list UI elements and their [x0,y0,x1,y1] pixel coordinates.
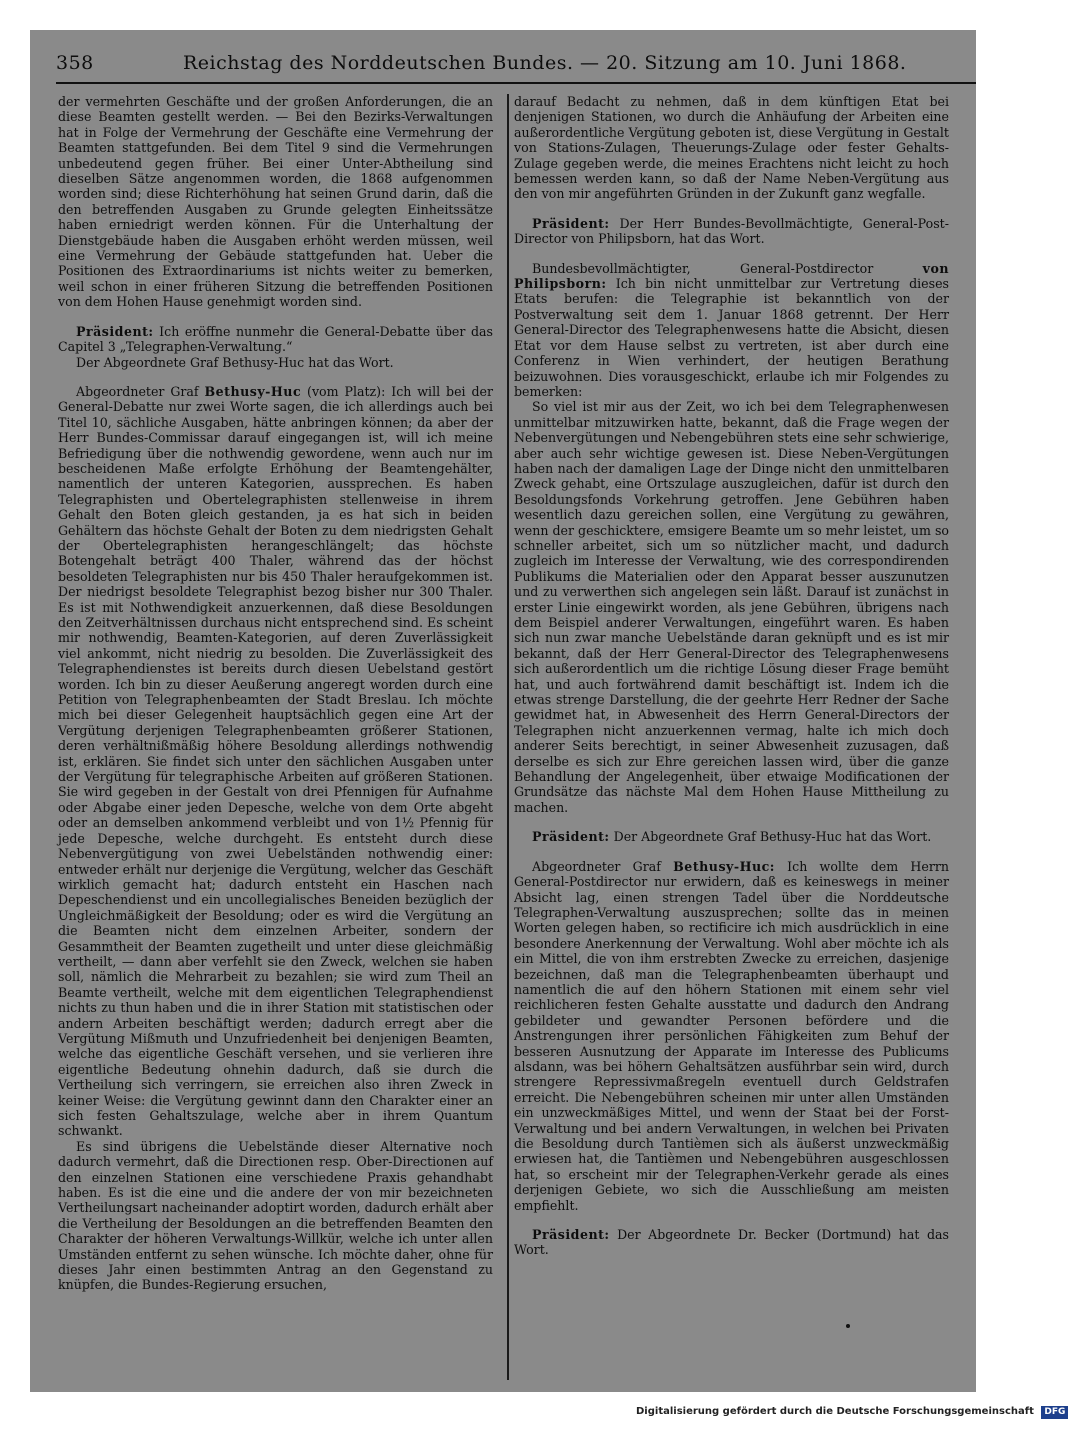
speech-text: Ich eröffne nunmehr die General-Debatte über das Capitel 3 „Telegraphen-Verwaltung.“ [58,323,493,355]
speaker-role: Abgeordneter Graf [76,383,205,399]
right-column [514,94,949,1384]
paragraph: darauf Bedacht zu nehmen, daß in dem künftigen Etat bei denjenigen Stationen, wo durch die Anhäufung der Arbeiten eine außerordentliche Vergütung geboten ist, diese Vergütung in Gestalt von Stations-Zulagen, Theuerungs-Zulage oder fester Gehalts-Zulage gegeben werde, die meines Erachtens nicht leicht zu hoch bemessen werden kann, so daß der Name Neben-Vergütung aus den von mir angeführten Gründen in der Zukunft ganz wegfalle. [514,94,949,202]
speech-text: Der Abgeordnete Graf Bethusy-Huc hat das Wort. [609,829,932,845]
paragraph [58,384,493,1139]
paragraph: So viel ist mir aus der Zeit, wo ich bei dem Telegraphenwesen unmittelbar mitzuwirken hatte, bekannt, daß die Frage wegen der Nebenvergütungen und Nebengebühren stets eine sehr schwierige, aber auch sehr wichtige gewesen ist. Diese Neben-Vergütungen haben nach der damaligen Lage der Dinge nicht den unmittelbaren Zweck gehabt, eine Ortszulage auszugleichen, dafür ist durch den Besoldungsfonds Vorkehrung getroffen. Jene Gebühren haben wesentlich dazu gereichen sollen, eine Vergütung zu gewähren, wenn der geschicktere, emsigere Beamte um so mehr leistet, um so schneller arbeitet, sich um so nützlicher macht, und dadurch zugleich im Interesse der Verwaltung, wie des correspondirenden Publikums die Materialien oder den Apparat besser auszunutzen und zu verwerthen sich angelegen sein läßt. Darauf ist zunächst in erster Linie eingewirkt worden, als jene Gebühren, übrigens nach dem Beispiel anderer Verwaltungen, eingeführt waren. Es haben sich nun zwar manche Uebelstände daran geknüpft und es ist mir bekannt, daß der Herr General-Director des Telegraphenwesens sich außerordentlich um die richtige Lösung dieser Frage bemüht hat, und auch fortwährend damit beschäftigt ist. Indem ich die etwas strenge Darstellung, die der geehrte Herr Redner der Sache gewidmet hat, in Abwesenheit des Herrn General-Directors der Telegraphen nicht anzuerkennen vermag, halte ich mich doch anderer Seits berechtigt, in seiner Abwesenheit zuzusagen, daß derselbe es sich zur Ehre gereichen lassen wird, über die ganze Behandlung der Angelegenheit, über etwaige Modificationen der Grundsätze das nächste Mal dem Hohen Hause Mittheilung zu machen. [514,399,949,815]
speech-text: (vom Platz): Ich will bei der General-Debatte nur zwei Worte sagen, die ich allerdings auch bei Titel 10, sächliche Ausgaben, hätte anbringen können; da aber der Herr Bundes-Commissar darauf eingegangen ist, will ich meine Befriedigung über die nothwendig gewordene, wenn auch nur im bescheidenen Maße erfolgte Erhöhung der Beamtengehälter, namentlich der unteren Kategorien, aussprechen. Es haben Telegraphisten und Obertelegraphisten stellenweise in ihrem Gehalt den Boten gleich gestanden, ja es hat sich in beiden Gehältern das höchste Gehalt der Boten zu dem niedrigsten Gehalt der Obertelegraphisten herangeschlängelt; das höchste Botengehalt beträgt 400 Thaler, während das der höchst besoldeten Telegraphisten nur bis 450 Thaler heraufgekommen ist. Der niedrigst besoldete Telegraphist bezog bisher nur 300 Thaler. Es ist mit Nothwendigkeit anzuerkennen, daß diese Besoldungen den Zeitverhältnissen durchaus nicht entsprechend sind. Es scheint mir nothwendig, Beamten-Kategorien, auf deren Zuverlässigkeit viel ankommt, nicht niedrig zu besolden. Die Zuverlässigkeit des Telegraphendienstes ist bereits durch diesen Uebelstand gestört worden. Ich bin zu dieser Aeußerung angeregt worden durch eine Petition von Telegraphenbeamten der Stadt Breslau. Ich möchte mich bei dieser Gelegenheit hauptsächlich gegen eine Art der Vergütung derjenigen Telegraphenbeamten größerer Stationen, deren verhältnißmäßig höhere Besoldung allerdings nothwendig ist, erklären. Sie findet sich unter den sächlichen Ausgaben unter der Vergütung für telegraphische Arbeiten auf größeren Stationen. Sie wird gegeben in der Gestalt von drei Pfennigen für Aufnahme oder Abgabe einer jeden Depesche, welche von dem Orte abgeht oder an demselben ankommend verbleibt und von 1½ Pfennig für jede Depesche, welche durchgeht. Es entsteht durch diese Nebenvergütigung von zwei Uebelständen nothwendig einer: entweder erhält nur derjenige die Vergütung, welcher das Geschäft wirklich gemacht hat; dadurch entsteht ein Haschen nach Depeschendienst und ein uncollegialisches Beneiden bezüglich der Ungleichmäßigkeit der Besoldung; oder es wird die Vergütung an die Beamten nicht dem einzelnen Arbeiter, sondern der Gesammtheit der Beamten zugetheilt und unter diese gleichmäßig vertheilt, — dann aber verfehlt sie den Zweck, welchen sie haben soll, nämlich die Mehrarbeit zu bezahlen; sie wird zum Theil an Beamte vertheilt, welche mit dem eigentlichen Telegraphendienst nichts zu thun haben und die in ihrer Station mit statistischen oder andern Arbeiten beschäftigt werden; dadurch erregt aber die Vergütung Mißmuth und Unzufriedenheit bei denjenigen Beamten, welche das eigentliche Geschäft versehen, und sie verlieren ihre eigentliche Bedeutung ohnehin dadurch, daß sie durch die Vertheilung sich verringern, sie erreichen also ihren Zweck in keiner Weise: die Vergütung gewinnt dann den Charakter einer an sich festen Gehaltszulage, welche aber in ihrem Quantum schwankt. [58,383,493,1139]
paragraph [514,859,949,1213]
speaker-name: Präsident: [532,215,610,231]
speech-text: Ich bin nicht unmittelbar zur Vertretung dieses Etats berufen: die Telegraphie ist bekanntlich von der Postverwaltung seit dem 1. Januar 1868 getrennt. Der Herr General-Director des Telegraphenwesens hatte die Absicht, diesen Etat vor dem Hause selbst zu vertreten, ist aber durch eine Conferenz in Wien verhindert, der heutigen Berathung beizuwohnen. Dies vorausgeschickt, erlaube ich mir Folgendes zu bemerken: [514,276,949,399]
speaker-role: Bundesbevollmächtigter, General-Postdirector [532,260,923,276]
running-header [56,52,976,84]
paragraph: der vermehrten Geschäfte und der großen Anforderungen, die an diese Beamten gestellt werden. — Bei den Bezirks-Verwaltungen hat in Folge der Vermehrung der Geschäfte eine Vermehrung der Beamten stattgefunden. Bei dem Titel 9 sind die Vermehrungen unbedeutend gegen früher. Bei einer Unter-Abtheilung sind dieselben Sätze angenommen worden, die 1868 aufgenommen worden sind; diese Richterhöhung hat seinen Grund darin, daß die den betreffenden Ausgaben zu Grunde gelegten Einheitssätze haben erniedrigt werden können. Für die Unterhaltung der Dienstgebäude haben die Ausgaben erhöht werden müssen, weil eine Vermehrung der Gebäude stattgefunden hat. Ueber die Positionen des Extraordinariums ist nichts weiter zu bemerken, weil schon in einer früheren Sitzung die betreffenden Positionen von dem Hohen Hause genehmigt worden sind. [58,94,493,310]
speaker-name: Bethusy-Huc [204,383,302,399]
speech-text: Ich wollte dem Herrn General-Postdirector nur erwidern, daß es keineswegs in meiner Absicht lag, einen strengen Tadel über die Norddeutsche Telegraphen-Verwaltung auszusprechen; sollte das in meinen Worten gelegen haben, so rectificire ich mich ausdrücklich in eine besondere Anerkennung der Verwaltung. Wohl aber möchte ich als ein Mittel, die von ihm erstrebten Zwecke zu erreichen, dasjenige bezeichnen, daß man die Telegraphenbeamten überhaupt und namentlich die auf den höhern Stationen mit einem sehr viel reichlicheren festen Gehalte ausstatte und dadurch den Andrang gebildeter und gewandter Personen befördere und die Anstrengungen ihrer persönlichen Fähigkeiten zum Behuf der besseren Ausnutzung der Apparate im Interesse des Publicums alsdann, was bei höhern Gehaltsätzen ausführbar sein wird, durch strengere Repressivmaßregeln eventuell durch Geldstrafen erreicht. Die Nebengebühren scheinen mir unter allen Umständen ein unzweckmäßiges Mittel, und wenn der Staat bei der Forst-Verwaltung und bei andern Verwaltungen, in welchen bei Privaten die Besoldung durch Tantièmen sich als äußerst unzweckmäßig erwiesen hat, die Tantièmen und Nebengebühren ausgeschlossen hat, so erscheint mir der Telegraphen-Verkehr gerade als eines derjenigen Gebiete, wo sich die Ausschließung am meisten empfiehlt. [514,858,949,1213]
speech-text: Der Abgeordnete Dr. Becker (Dortmund) hat das Wort. [514,1227,949,1258]
left-column [58,94,493,1384]
paragraph [58,324,493,355]
scanned-page [30,30,976,1392]
column-divider [507,94,509,1380]
page-number: 358 [56,52,94,74]
dfg-logo: DFG [1041,1406,1068,1419]
paragraph: Der Abgeordnete Graf Bethusy-Huc hat das Wort. [76,354,394,370]
speaker-role: Abgeordneter Graf [532,858,674,874]
paragraph [514,1227,949,1258]
speaker-name: Präsident: [532,1227,610,1243]
paragraph [514,261,949,400]
speech-text: Der Herr Bundes-Bevollmächtigte, General-Post-Director von Philipsborn, hat das Wort. [514,215,949,247]
paragraph [514,829,949,844]
credit-text: Digitalisierung gefördert durch die Deutsche Forschungsgemeinschaft [636,1406,1034,1417]
speaker-name: von Philipsborn: [514,260,949,292]
digitization-credit [636,1406,1066,1422]
running-title: Reichstag des Norddeutschen Bundes. — 20. Sitzung am 10. Juni 1868. [183,52,907,74]
speaker-name: Bethusy-Huc: [673,858,775,874]
paragraph: Es sind übrigens die Uebelstände dieser Alternative noch dadurch vermehrt, daß die Directionen resp. Ober-Directionen auf den einzelnen Stationen eine verschiedene Praxis gehandhabt haben. Es ist die eine und die andere der von mir bezeichneten Vertheilungsart nacheinander adoptirt worden, dadurch erhält aber die Vertheilung der Besoldungen an die betreffenden Beamten den Charakter der höheren Verwaltungs-Willkür, welche ich unter allen Umständen entfernt zu sehen wünsche. Ich möchte daher, ohne für dieses Jahr einen bestimmten Antrag an den Gegenstand zu knüpfen, die Bundes-Regierung ersuchen, [58,1138,493,1293]
speaker-name: Präsident: [532,829,610,845]
speaker-name: Präsident: [76,323,154,339]
ink-speck [846,1324,850,1328]
paragraph [514,216,949,247]
